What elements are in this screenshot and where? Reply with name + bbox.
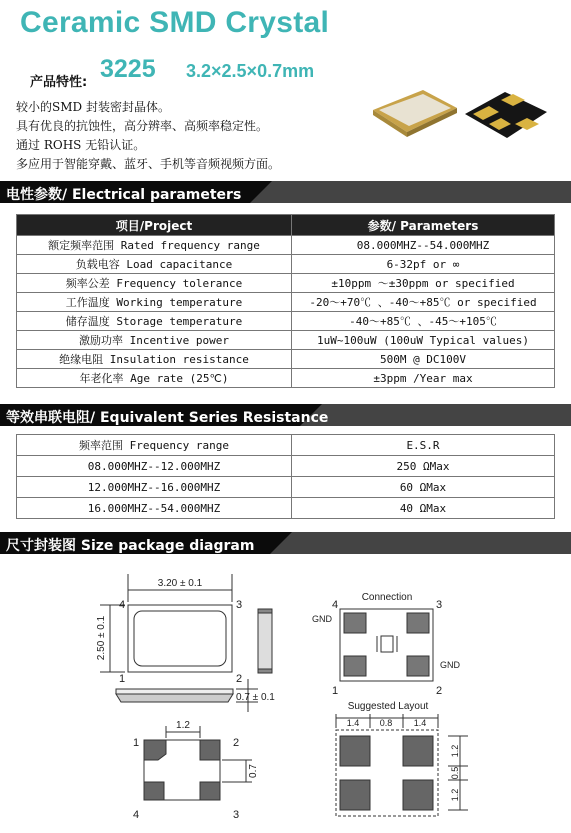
table-cell: 08.000MHZ--54.000MHZ xyxy=(292,236,555,255)
package-diagram xyxy=(0,556,571,833)
table-cell: -40～+85℃ 、-45～+105℃ xyxy=(292,312,555,331)
pin-number: 1 xyxy=(332,685,339,697)
table-cell: 工作温度 Working temperature xyxy=(17,293,292,312)
layout-dimension: 1.2 xyxy=(450,744,460,758)
feature-label: 产品特性: xyxy=(30,75,88,90)
layout-pad xyxy=(403,780,433,810)
table-row xyxy=(17,331,555,350)
table-cell: 250 ΩMax xyxy=(292,456,555,477)
table-row xyxy=(17,236,555,255)
table-cell: 负载电容 Load capacitance xyxy=(17,255,292,274)
table-row xyxy=(17,456,555,477)
pad-dimension: 1.2 xyxy=(176,720,190,731)
feature-item: 较小的SMD 封装密封晶体。 xyxy=(16,100,170,114)
pad-1 xyxy=(144,740,166,760)
table-cell: -20～+70℃ 、-40～+85℃ or specified xyxy=(292,293,555,312)
crystal-top-image xyxy=(373,90,457,137)
pin-number: 3 xyxy=(236,599,243,611)
table-cell: 频率公差 Frequency tolerance xyxy=(17,274,292,293)
table-cell: 08.000MHZ--12.000MHZ xyxy=(17,456,292,477)
table-cell: 16.000MHZ--54.000MHZ xyxy=(17,498,292,519)
body-top-view xyxy=(128,605,232,672)
table-cell: 60 ΩMax xyxy=(292,477,555,498)
pin-number: 2 xyxy=(233,737,240,749)
layout-dimension: 0.8 xyxy=(379,718,393,728)
page-title: Ceramic SMD Crystal xyxy=(20,6,330,39)
table-row xyxy=(17,274,555,293)
esr-table xyxy=(16,434,555,519)
column-header: 频率范围 Frequency range xyxy=(17,435,292,456)
feature-item: 通过 ROHS 无铅认证。 xyxy=(16,138,146,152)
model-dimensions: 3.2×2.5×0.7mm xyxy=(186,61,315,81)
height-dimension: 2.50 ± 0.1 xyxy=(96,615,107,661)
pin-number: 3 xyxy=(436,599,443,611)
feature-list xyxy=(16,98,280,174)
layout-pad xyxy=(403,736,433,766)
layout-pad xyxy=(340,780,370,810)
table-row xyxy=(17,293,555,312)
table-cell: 绝缘电阻 Insulation resistance xyxy=(17,350,292,369)
pin-number: 1 xyxy=(133,737,140,749)
section-title: 等效串联电阻/ Equivalent Series Resistance xyxy=(6,410,329,426)
table-row xyxy=(17,477,555,498)
section-header-electrical xyxy=(0,181,571,203)
feature-item: 多应用于智能穿戴、蓝牙、手机等音频视频方面。 xyxy=(16,157,281,171)
table-cell: 年老化率 Age rate (25℃) xyxy=(17,369,292,388)
pad-3 xyxy=(200,782,220,800)
layout-dimension: 1.4 xyxy=(413,718,427,728)
width-dimension: 3.20 ± 0.1 xyxy=(157,578,203,589)
table-cell: 1uW~100uW (100uW Typical values) xyxy=(292,331,555,350)
column-header: E.S.R xyxy=(292,435,555,456)
table-header-row xyxy=(17,215,555,236)
pad-dimension: 0.7 xyxy=(248,764,259,778)
table-cell: ±3ppm /Year max xyxy=(292,369,555,388)
pin-number: 4 xyxy=(332,599,339,611)
gnd-label: GND xyxy=(440,660,460,670)
table-row xyxy=(17,369,555,388)
column-header: 项目/Project xyxy=(17,215,292,236)
table-row xyxy=(17,350,555,369)
table-cell: ±10ppm ～±30ppm or specified xyxy=(292,274,555,293)
table-cell: 激励功率 Incentive power xyxy=(17,331,292,350)
table-header-row xyxy=(17,435,555,456)
section-title: 电性参数/ Electrical parameters xyxy=(6,187,242,203)
feature-item: 具有优良的抗蚀性，高分辨率、高频率稳定性。 xyxy=(16,119,269,133)
pad-2 xyxy=(200,740,220,760)
table-cell: 额定频率范围 Rated frequency range xyxy=(17,236,292,255)
table-cell: 12.000MHZ--16.000MHZ xyxy=(17,477,292,498)
pin-number: 2 xyxy=(236,673,243,685)
table-row xyxy=(17,498,555,519)
pin-number: 4 xyxy=(119,599,126,611)
crystal-bottom-image xyxy=(465,92,547,138)
pin-number: 1 xyxy=(119,673,126,685)
body-profile-view xyxy=(116,694,233,702)
table-cell: 6-32pf or ∞ xyxy=(292,255,555,274)
thickness-dimension: 0.7 ± 0.1 xyxy=(236,692,275,703)
table-row xyxy=(17,312,555,331)
connection-label: Connection xyxy=(361,592,413,603)
layout-pad xyxy=(340,736,370,766)
table-cell: 储存温度 Storage temperature xyxy=(17,312,292,331)
body-side-view xyxy=(258,611,272,671)
table-row xyxy=(17,255,555,274)
section-header-esr xyxy=(0,404,571,426)
parameters-table xyxy=(16,214,555,388)
pin-number: 2 xyxy=(436,685,443,697)
table-cell: 500M @ DC100V xyxy=(292,350,555,369)
layout-dimension: 1.4 xyxy=(346,718,360,728)
model-number: 3225 xyxy=(100,55,156,83)
section-header-package xyxy=(0,532,571,554)
gnd-label: GND xyxy=(312,614,332,624)
section-title: 尺寸封装图 Size package diagram xyxy=(6,538,255,554)
column-header: 参数/ Parameters xyxy=(292,215,555,236)
layout-dimension: 0.5 xyxy=(450,766,460,780)
table-cell: 40 ΩMax xyxy=(292,498,555,519)
pad-4 xyxy=(144,782,164,800)
layout-dimension: 1.2 xyxy=(450,788,460,802)
pin-number: 4 xyxy=(133,809,140,821)
product-photo xyxy=(365,80,565,150)
pin-number: 3 xyxy=(233,809,240,821)
suggested-layout-label: Suggested Layout xyxy=(347,701,429,712)
